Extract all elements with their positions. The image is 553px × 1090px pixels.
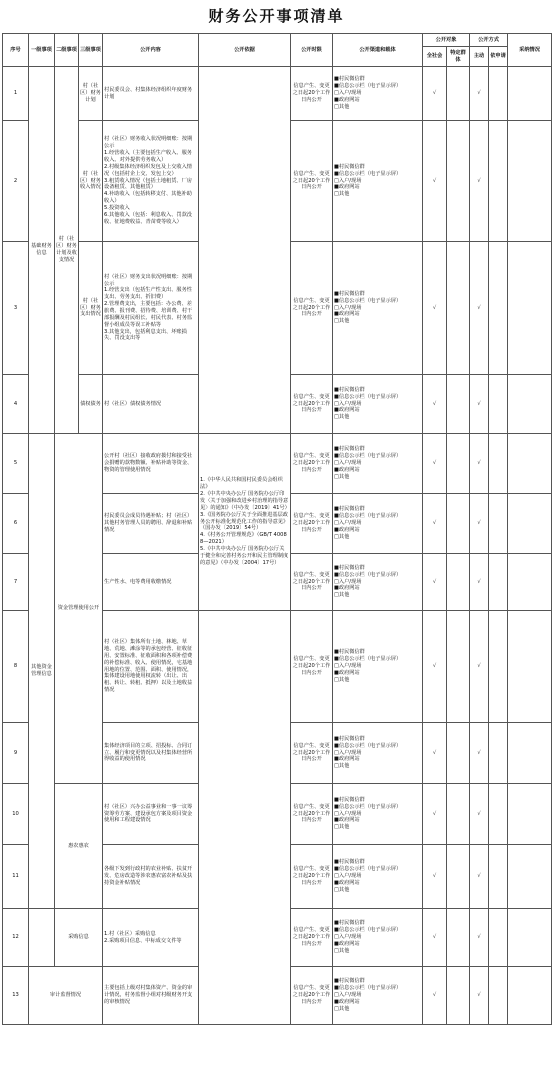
content-cell: 集体经济项目的立项、招投标、合同订立、履行和变更情况以及村集体经营所得收益的使用情况 — [103, 723, 199, 784]
channel-item: ■村民微信群 — [334, 859, 365, 866]
channel-item: ■村民微信群 — [334, 564, 365, 571]
check-method-active: √ — [470, 121, 489, 242]
time-cell: 信息产生、变更之日起20个工作日内公开 — [291, 845, 333, 909]
header-seq: 序号 — [3, 34, 29, 67]
check-obj-specific — [447, 909, 470, 967]
channel-item: ■政府网站 — [334, 940, 360, 947]
time-cell: 信息产生、变更之日起20个工作日内公开 — [291, 67, 333, 121]
channel-cell — [333, 67, 423, 121]
channel-item: ■村民微信群 — [334, 649, 365, 656]
channel-item: □其他 — [334, 191, 350, 198]
channel-item: □入户/现场 — [334, 873, 362, 880]
header-level2: 二级事项 — [55, 34, 79, 67]
row-number: 11 — [3, 845, 29, 909]
check-method-apply — [489, 723, 508, 784]
channel-item: □入户/现场 — [334, 520, 362, 527]
check-obj-all: √ — [423, 909, 447, 967]
header-method-active: 主动 — [470, 47, 489, 67]
check-obj-specific — [447, 845, 470, 909]
channel-item: ■信息公示栏（电子显示屏） — [334, 393, 402, 400]
time-cell: 信息产生、变更之日起20个工作日内公开 — [291, 784, 333, 845]
channel-item: ■政府网站 — [334, 184, 360, 191]
header-basis: 公开依据 — [199, 34, 291, 67]
channel-item: □其他 — [334, 473, 350, 480]
check-obj-all: √ — [423, 554, 447, 611]
check-obj-specific — [447, 784, 470, 845]
collect-cell — [508, 554, 552, 611]
check-method-active: √ — [470, 434, 489, 494]
time-cell: 信息产生、变更之日起20个工作日内公开 — [291, 723, 333, 784]
channel-item: ■信息公示栏（电子显示屏） — [334, 742, 402, 749]
header-collect: 采纳情况 — [508, 34, 552, 67]
check-obj-specific — [447, 554, 470, 611]
channel-item: □入户/现场 — [334, 810, 362, 817]
channel-cell — [333, 242, 423, 375]
check-method-apply — [489, 121, 508, 242]
channel-item: ■政府网站 — [334, 756, 360, 763]
content-cell: 村民委员会成员待遇补贴；村（社区）其他村务管理人员的聘用、辞退和补贴情况 — [103, 494, 199, 554]
check-obj-all: √ — [423, 723, 447, 784]
header-obj-specific: 特定群体 — [447, 47, 470, 67]
channel-item: ■政府网站 — [334, 998, 360, 1005]
content-cell: 村（社区）财务收入状况明细账：按期公示 1.经营收入（主要包括生产收入、服务收入、对外提供劳务收入） 2.村级集体经济组织发包及上交收入情况（包括村企上交、发包上交） 3.租赁收入情况（包括土地租赁、厂房设备租赁、其他租赁） 4.补助收入（包括转移支付、其他补助收入） 5.投资收入 6.其他收入（包括：利息收入、罚款没收、征地费收益、青苗费等收入） — [103, 121, 199, 242]
check-obj-all: √ — [423, 375, 447, 434]
collect-cell — [508, 967, 552, 1025]
channel-item: □入户/现场 — [334, 304, 362, 311]
check-method-active: √ — [470, 967, 489, 1025]
row-number: 4 — [3, 375, 29, 434]
content-cell: 生产性水、电等费用收缴情况 — [103, 554, 199, 611]
channel-item: ■村民微信群 — [334, 163, 365, 170]
channel-item: ■政府网站 — [334, 407, 360, 414]
header-object: 公开对象 — [423, 34, 470, 47]
table-row — [3, 434, 552, 494]
check-obj-all: √ — [423, 611, 447, 723]
channel-item: ■信息公示栏（电子显示屏） — [334, 656, 402, 663]
time-cell: 信息产生、变更之日起20个工作日内公开 — [291, 967, 333, 1025]
channel-item: ■信息公示栏（电子显示屏） — [334, 866, 402, 873]
check-method-apply — [489, 784, 508, 845]
channel-item: ■村民微信群 — [334, 76, 365, 83]
channel-cell — [333, 611, 423, 723]
level2-cell: 采购信息 — [55, 909, 103, 967]
collect-cell — [508, 784, 552, 845]
row-number: 3 — [3, 242, 29, 375]
collect-cell — [508, 494, 552, 554]
collect-cell — [508, 242, 552, 375]
time-cell: 信息产生、变更之日起20个工作日内公开 — [291, 494, 333, 554]
check-method-active: √ — [470, 494, 489, 554]
channel-item: ■政府网站 — [334, 466, 360, 473]
channel-item: ■村民微信群 — [334, 978, 365, 985]
channel-item: ■信息公示栏（电子显示屏） — [334, 83, 402, 90]
check-method-apply — [489, 375, 508, 434]
time-cell: 信息产生、变更之日起20个工作日内公开 — [291, 375, 333, 434]
check-method-active: √ — [470, 242, 489, 375]
check-obj-specific — [447, 723, 470, 784]
header-obj-all: 全社会 — [423, 47, 447, 67]
time-cell: 信息产生、变更之日起20个工作日内公开 — [291, 611, 333, 723]
header-method: 公开方式 — [470, 34, 508, 47]
channel-item: ■信息公示栏（电子显示屏） — [334, 803, 402, 810]
check-method-apply — [489, 611, 508, 723]
check-obj-specific — [447, 121, 470, 242]
content-cell: 主要包括上级对村集体资产、资金的审计情况，村务监督小组对村级财务开支的审核情况 — [103, 967, 199, 1025]
level2-cell: 村（社区）财务计划及收支情况 — [55, 67, 79, 434]
check-method-active: √ — [470, 909, 489, 967]
content-cell: 村（社区）债权债务情况 — [103, 375, 199, 434]
channel-cell — [333, 554, 423, 611]
channel-item: □入户/现场 — [334, 177, 362, 184]
content-cell: 村（社区）集体所有土地、林地、草地、荒地、滩涂等的承包经营、征收征用、安置标准、征收面积和各项补偿费的补偿标准、收入、使用情况，宅基地用地的位置、范围、面积、使用情况，集体建设用地使用权流转（出让、出租、转让、转租、抵押）以及土地收益情况 — [103, 611, 199, 723]
channel-item: ■政府网站 — [334, 669, 360, 676]
level3-cell: 债权债务 — [79, 375, 103, 434]
check-method-active: √ — [470, 554, 489, 611]
content-cell: 村民委员会、村集体经济组织年度财务计划 — [103, 67, 199, 121]
content-cell: 各级下发到行政村的农业补贴、扶贫开发、危房改造等涉农惠农富农补贴及扶持资金补贴情况 — [103, 845, 199, 909]
channel-item: □其他 — [334, 533, 350, 540]
check-obj-all: √ — [423, 67, 447, 121]
table-row — [3, 67, 552, 121]
row-number: 2 — [3, 121, 29, 242]
level3-cell: 村（社区）财务支出情况 — [79, 242, 103, 375]
row-number: 7 — [3, 554, 29, 611]
check-obj-all: √ — [423, 845, 447, 909]
level2-cell: 资金管理使用公开 — [55, 434, 103, 784]
check-method-active: √ — [470, 845, 489, 909]
channel-item: □入户/现场 — [334, 578, 362, 585]
header-channel: 公开渠道和载体 — [333, 34, 423, 67]
collect-cell — [508, 67, 552, 121]
basis-cell: 1.《中华人民共和国村民委员会组织法》 2.《中共中央办公厅 国务院办公厅印发〈关于加强和改进乡村治理的指导意见〉的通知》（中办发〔2019〕41号） 3.《国务院办公厅关于全面推进基层政务公开标准化规范化工作的指导意见》（国办发〔2019〕54号） 4.《村务公开管理规范》（GB/T 40088—2021） 5.《中共中央办公厅 国务院办公厅关于健全和完善村务公开和民主管理制度的意见》（中办发〔2004〕17号） — [199, 434, 291, 611]
check-obj-specific — [447, 242, 470, 375]
check-method-active: √ — [470, 611, 489, 723]
document-title: 财务公开事项清单 — [208, 7, 345, 25]
channel-item: □其他 — [334, 103, 350, 110]
disclosure-table — [2, 33, 552, 1025]
channel-item: ■村民微信群 — [334, 446, 365, 453]
level1-cell: 其他资金管理信息 — [29, 434, 55, 909]
check-method-active: √ — [470, 375, 489, 434]
channel-cell — [333, 434, 423, 494]
channel-cell — [333, 375, 423, 434]
channel-item: ■政府网站 — [334, 311, 360, 318]
check-obj-specific — [447, 434, 470, 494]
table-body — [3, 67, 552, 1025]
check-method-apply — [489, 242, 508, 375]
content-cell: 村（社区）兴办公益事业和一事一议筹资筹劳方案、建设承包方案及项目资金使用和工程建设情况 — [103, 784, 199, 845]
header-level1: 一级事项 — [29, 34, 55, 67]
level2-cell — [29, 909, 55, 967]
channel-item: □其他 — [334, 1005, 350, 1012]
channel-item: ■信息公示栏（电子显示屏） — [334, 571, 402, 578]
channel-item: □入户/现场 — [334, 934, 362, 941]
channel-item: □其他 — [334, 886, 350, 893]
content-cell: 公开村（社区）接收政府拨付和接受社会捐赠的款物数额、补贴补助等资金、物资的管理使用情况 — [103, 434, 199, 494]
channel-item: □其他 — [334, 318, 350, 325]
content-cell: 1.村（社区）采购信息 2.采购项目信息、中标成交文件等 — [103, 909, 199, 967]
channel-item: □入户/现场 — [334, 992, 362, 999]
header-content: 公开内容 — [103, 34, 199, 67]
channel-item: ■村民微信群 — [334, 290, 365, 297]
channel-item: ■政府网站 — [334, 585, 360, 592]
row-number: 1 — [3, 67, 29, 121]
channel-cell — [333, 784, 423, 845]
check-obj-specific — [447, 67, 470, 121]
channel-item: □其他 — [334, 947, 350, 954]
check-method-active: √ — [470, 67, 489, 121]
check-obj-specific — [447, 967, 470, 1025]
check-method-apply — [489, 67, 508, 121]
check-method-apply — [489, 845, 508, 909]
collect-cell — [508, 611, 552, 723]
check-obj-all: √ — [423, 784, 447, 845]
channel-item: ■信息公示栏（电子显示屏） — [334, 170, 402, 177]
row-number: 9 — [3, 723, 29, 784]
basis-cell — [199, 611, 291, 1025]
time-cell: 信息产生、变更之日起20个工作日内公开 — [291, 909, 333, 967]
channel-item: □其他 — [334, 763, 350, 770]
header-time: 公开时限 — [291, 34, 333, 67]
channel-item: ■信息公示栏（电子显示屏） — [334, 985, 402, 992]
channel-item: ■村民微信群 — [334, 386, 365, 393]
channel-item: ■村民微信群 — [334, 735, 365, 742]
channel-item: □其他 — [334, 676, 350, 683]
channel-item: ■政府网站 — [334, 879, 360, 886]
collect-cell — [508, 723, 552, 784]
header-level3: 三级事项 — [79, 34, 103, 67]
channel-cell — [333, 121, 423, 242]
collect-cell — [508, 121, 552, 242]
row-number: 12 — [3, 909, 29, 967]
row-number: 6 — [3, 494, 29, 554]
check-method-apply — [489, 434, 508, 494]
check-obj-all: √ — [423, 242, 447, 375]
row-number: 10 — [3, 784, 29, 845]
channel-item: ■信息公示栏（电子显示屏） — [334, 513, 402, 520]
check-method-apply — [489, 554, 508, 611]
channel-item: □入户/现场 — [334, 400, 362, 407]
check-obj-all: √ — [423, 434, 447, 494]
check-obj-specific — [447, 375, 470, 434]
level1-cell: 审计监督情况 — [29, 967, 103, 1025]
channel-item: □其他 — [334, 414, 350, 421]
channel-item: ■信息公示栏（电子显示屏） — [334, 297, 402, 304]
time-cell: 信息产生、变更之日起20个工作日内公开 — [291, 434, 333, 494]
check-obj-specific — [447, 494, 470, 554]
channel-cell — [333, 967, 423, 1025]
level2-cell: 惠农惠农 — [55, 784, 103, 909]
row-number: 5 — [3, 434, 29, 494]
row-number: 13 — [3, 967, 29, 1025]
check-obj-all: √ — [423, 967, 447, 1025]
collect-cell — [508, 845, 552, 909]
collect-cell — [508, 375, 552, 434]
channel-item: □其他 — [334, 592, 350, 599]
channel-item: ■政府网站 — [334, 817, 360, 824]
channel-cell — [333, 845, 423, 909]
level3-cell: 村（社区）财务收入情况 — [79, 121, 103, 242]
channel-cell — [333, 494, 423, 554]
basis-cell — [199, 67, 291, 434]
channel-item: ■村民微信群 — [334, 796, 365, 803]
channel-item: □入户/现场 — [334, 460, 362, 467]
time-cell: 信息产生、变更之日起20个工作日内公开 — [291, 242, 333, 375]
header-method-apply: 依申请 — [489, 47, 508, 67]
check-obj-specific — [447, 611, 470, 723]
channel-item: ■信息公示栏（电子显示屏） — [334, 927, 402, 934]
collect-cell — [508, 909, 552, 967]
row-number: 8 — [3, 611, 29, 723]
time-cell: 信息产生、变更之日起20个工作日内公开 — [291, 121, 333, 242]
channel-item: ■政府网站 — [334, 526, 360, 533]
channel-item: ■村民微信群 — [334, 920, 365, 927]
check-obj-all: √ — [423, 121, 447, 242]
channel-item: □入户/现场 — [334, 663, 362, 670]
level3-cell: 村（社区）财务计划 — [79, 67, 103, 121]
check-obj-all: √ — [423, 494, 447, 554]
collect-cell — [508, 434, 552, 494]
channel-item: □入户/现场 — [334, 749, 362, 756]
check-method-apply — [489, 967, 508, 1025]
channel-item: ■村民微信群 — [334, 506, 365, 513]
content-cell: 村（社区）财务支出状况明细账：按期公示 1.经营支出（包括生产性支出、服务性支出、劳务支出、折旧费） 2.管理费支出，主要包括：办公费、差旅费、报刊费、招待费、培训费、村干部报酬及村民组长、村民代表、村务监督小组成员等误工补贴等 3.其他支出，包括利息支出、坏账损失、罚没支出等 — [103, 242, 199, 375]
check-method-active: √ — [470, 723, 489, 784]
level1-cell: 基础财务信息 — [29, 67, 55, 434]
channel-item: □入户/现场 — [334, 90, 362, 97]
time-cell: 信息产生、变更之日起20个工作日内公开 — [291, 554, 333, 611]
check-method-apply — [489, 494, 508, 554]
channel-cell — [333, 723, 423, 784]
check-method-apply — [489, 909, 508, 967]
channel-item: ■政府网站 — [334, 96, 360, 103]
channel-item: ■信息公示栏（电子显示屏） — [334, 453, 402, 460]
check-method-active: √ — [470, 784, 489, 845]
channel-cell — [333, 909, 423, 967]
channel-item: □其他 — [334, 824, 350, 831]
